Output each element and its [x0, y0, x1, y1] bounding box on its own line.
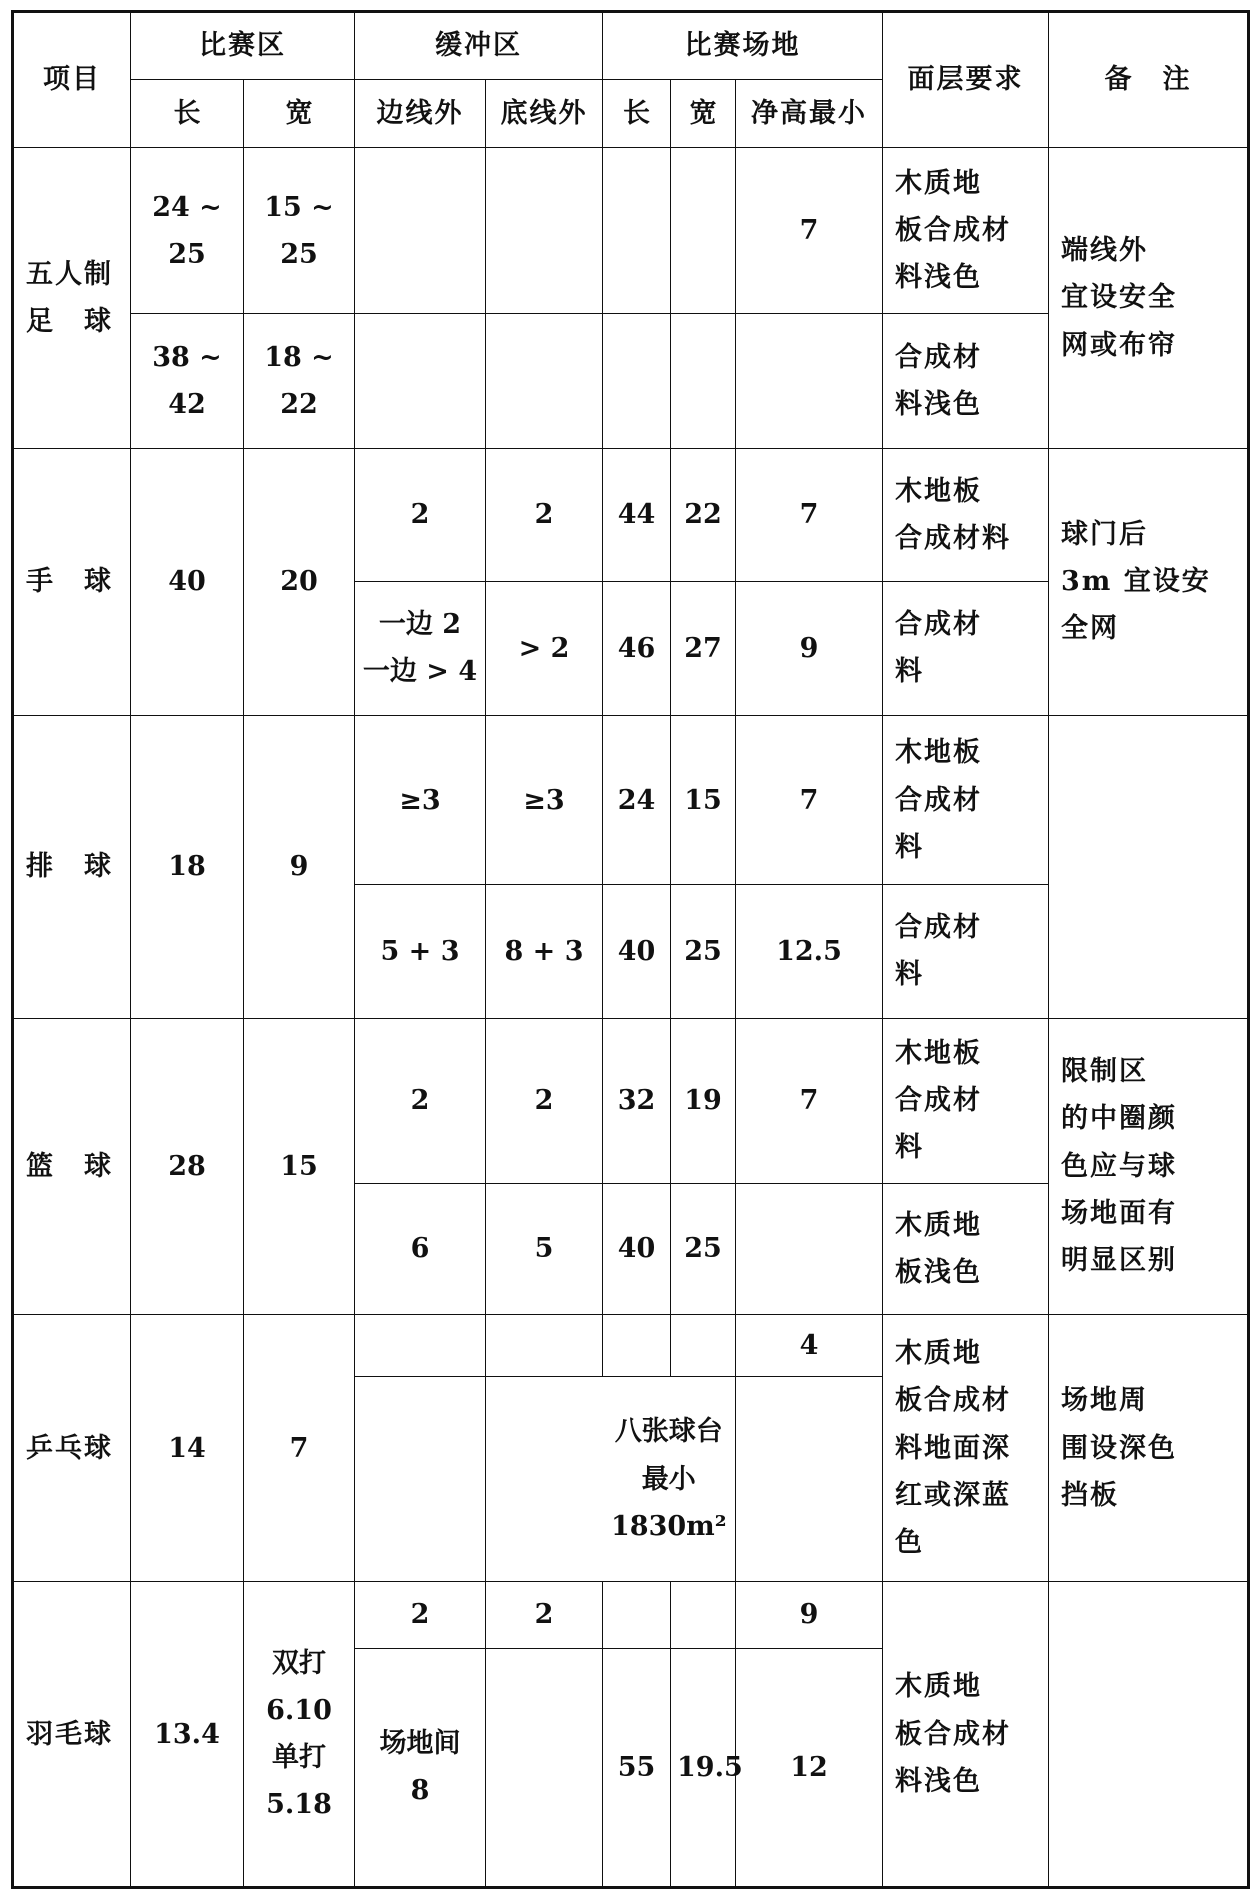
sports-venue-requirements-table — [11, 10, 1250, 1889]
cell-min-height — [736, 1183, 883, 1314]
cell-width: 18 ~ 22 — [244, 314, 355, 448]
cell-remark-table-tennis: 场地周 围设深色 挡板 — [1049, 1314, 1249, 1581]
header-row-1 — [13, 12, 1249, 80]
cell-outside-sideline: 2 — [355, 1018, 486, 1183]
header-outside-sideline: 边线外 — [355, 80, 486, 148]
cell-venue-width: 19.5 — [671, 1648, 736, 1888]
row-table-tennis-1 — [13, 1314, 1249, 1376]
cell-venue-width — [671, 1582, 736, 1648]
cell-remark-badminton — [1049, 1582, 1249, 1888]
header-remarks: 备 注 — [1049, 12, 1249, 148]
cell-outside-endline — [486, 1648, 603, 1888]
cell-surface: 木地板 合成材料 — [883, 448, 1049, 581]
cell-remark-handball: 球门后 3m 宜设安 全网 — [1049, 448, 1249, 715]
cell-venue-width: 27 — [671, 581, 736, 715]
cell-venue-width: 22 — [671, 448, 736, 581]
item-name-futsal: 五人制 足 球 — [13, 148, 131, 448]
cell-min-height: 7 — [736, 716, 883, 885]
cell-min-height: 12.5 — [736, 885, 883, 1018]
cell-venue-length — [603, 148, 671, 314]
cell-min-height: 4 — [736, 1314, 883, 1376]
header-length: 长 — [131, 80, 244, 148]
cell-outside-sideline: 6 — [355, 1183, 486, 1314]
cell-venue-length: 44 — [603, 448, 671, 581]
cell-venue-length — [603, 1582, 671, 1648]
cell-outside-endline — [486, 148, 603, 314]
cell-surface: 合成材 料 — [883, 581, 1049, 715]
header-buffer-area: 缓冲区 — [355, 12, 603, 80]
header-width: 宽 — [244, 80, 355, 148]
cell-outside-endline: > 2 — [486, 581, 603, 715]
cell-venue-length — [603, 314, 671, 448]
cell-length: 14 — [131, 1314, 244, 1581]
item-name-table-tennis: 乒乓球 — [13, 1314, 131, 1581]
cell-length: 18 — [131, 716, 244, 1018]
cell-outside-sideline: 2 — [355, 1582, 486, 1648]
cell-outside-sideline: 5 + 3 — [355, 885, 486, 1018]
cell-surface: 木质地 板合成材 料浅色 — [883, 1582, 1049, 1888]
cell-surface: 合成材 料浅色 — [883, 314, 1049, 448]
header-match-area: 比赛区 — [131, 12, 355, 80]
cell-venue-width: 19 — [671, 1018, 736, 1183]
cell-outside-sideline — [355, 314, 486, 448]
cell-venue-width — [671, 314, 736, 448]
cell-surface: 木质地 板浅色 — [883, 1183, 1049, 1314]
header-venue: 比赛场地 — [603, 12, 883, 80]
row-handball-1 — [13, 448, 1249, 581]
cell-outside-endline — [486, 314, 603, 448]
header-venue-width: 宽 — [671, 80, 736, 148]
cell-min-height — [736, 1377, 883, 1582]
cell-min-height: 7 — [736, 148, 883, 314]
cell-venue-width — [671, 148, 736, 314]
cell-venue-width: 25 — [671, 1183, 736, 1314]
cell-min-height: 9 — [736, 1582, 883, 1648]
cell-length: 24 ~ 25 — [131, 148, 244, 314]
row-badminton-1 — [13, 1582, 1249, 1648]
cell-outside-endline: 8 + 3 — [486, 885, 603, 1018]
cell-outside-sideline: ≥3 — [355, 716, 486, 885]
cell-venue-width: 25 — [671, 885, 736, 1018]
cell-outside-endline: ≥3 — [486, 716, 603, 885]
cell-outside-sideline: 2 — [355, 448, 486, 581]
cell-remark-volleyball — [1049, 716, 1249, 1018]
item-name-badminton: 羽毛球 — [13, 1582, 131, 1888]
cell-outside-endline: 2 — [486, 1018, 603, 1183]
header-item: 项目 — [13, 12, 131, 148]
cell-length: 40 — [131, 448, 244, 715]
row-basketball-1 — [13, 1018, 1249, 1183]
cell-width: 7 — [244, 1314, 355, 1581]
item-name-volleyball: 排 球 — [13, 716, 131, 1018]
header-surface: 面层要求 — [883, 12, 1049, 148]
cell-remark-basketball: 限制区 的中圈颜 色应与球 场地面有 明显区别 — [1049, 1018, 1249, 1314]
cell-outside-sideline — [355, 1314, 486, 1376]
cell-width: 20 — [244, 448, 355, 715]
cell-width: 15 ~ 25 — [244, 148, 355, 314]
cell-length: 38 ~ 42 — [131, 314, 244, 448]
cell-venue-length: 40 — [603, 885, 671, 1018]
cell-venue-width: 15 — [671, 716, 736, 885]
cell-outside-endline: 2 — [486, 448, 603, 581]
cell-surface: 木质地 板合成材 料浅色 — [883, 148, 1049, 314]
cell-length: 13.4 — [131, 1582, 244, 1888]
cell-outside-endline: 5 — [486, 1183, 603, 1314]
cell-venue-length: 32 — [603, 1018, 671, 1183]
row-futsal-1 — [13, 148, 1249, 314]
cell-min-height — [736, 314, 883, 448]
cell-min-height: 9 — [736, 581, 883, 715]
cell-width: 9 — [244, 716, 355, 1018]
header-min-clear-height: 净高最小 — [736, 80, 883, 148]
cell-venue-length: 40 — [603, 1183, 671, 1314]
cell-length: 28 — [131, 1018, 244, 1314]
cell-surface: 木质地 板合成材 料地面深 红或深蓝 色 — [883, 1314, 1049, 1581]
cell-venue-width — [671, 1314, 736, 1376]
row-volleyball-1 — [13, 716, 1249, 885]
cell-venue-length: 24 — [603, 716, 671, 885]
cell-width: 15 — [244, 1018, 355, 1314]
cell-venue-length: 46 — [603, 581, 671, 715]
cell-width: 双打 6.10 单打 5.18 — [244, 1582, 355, 1888]
header-venue-length: 长 — [603, 80, 671, 148]
cell-surface: 木地板 合成材 料 — [883, 716, 1049, 885]
cell-min-height: 7 — [736, 1018, 883, 1183]
cell-outside-endline — [486, 1314, 603, 1376]
cell-outside-sideline — [355, 148, 486, 314]
cell-surface: 木地板 合成材 料 — [883, 1018, 1049, 1183]
cell-min-height: 12 — [736, 1648, 883, 1888]
cell-table-tennis-venue-note: 八张球台 最小 1830m² — [486, 1377, 736, 1582]
header-outside-endline: 底线外 — [486, 80, 603, 148]
cell-venue-length — [603, 1314, 671, 1376]
cell-surface: 合成材 料 — [883, 885, 1049, 1018]
cell-remark-futsal: 端线外 宜设安全 网或布帘 — [1049, 148, 1249, 448]
item-name-basketball: 篮 球 — [13, 1018, 131, 1314]
cell-min-height: 7 — [736, 448, 883, 581]
cell-outside-endline: 2 — [486, 1582, 603, 1648]
cell-venue-length: 55 — [603, 1648, 671, 1888]
item-name-handball: 手 球 — [13, 448, 131, 715]
cell-outside-sideline: 场地间 8 — [355, 1648, 486, 1888]
cell-outside-sideline: 一边 2 一边 > 4 — [355, 581, 486, 715]
cell-outside-sideline — [355, 1377, 486, 1582]
